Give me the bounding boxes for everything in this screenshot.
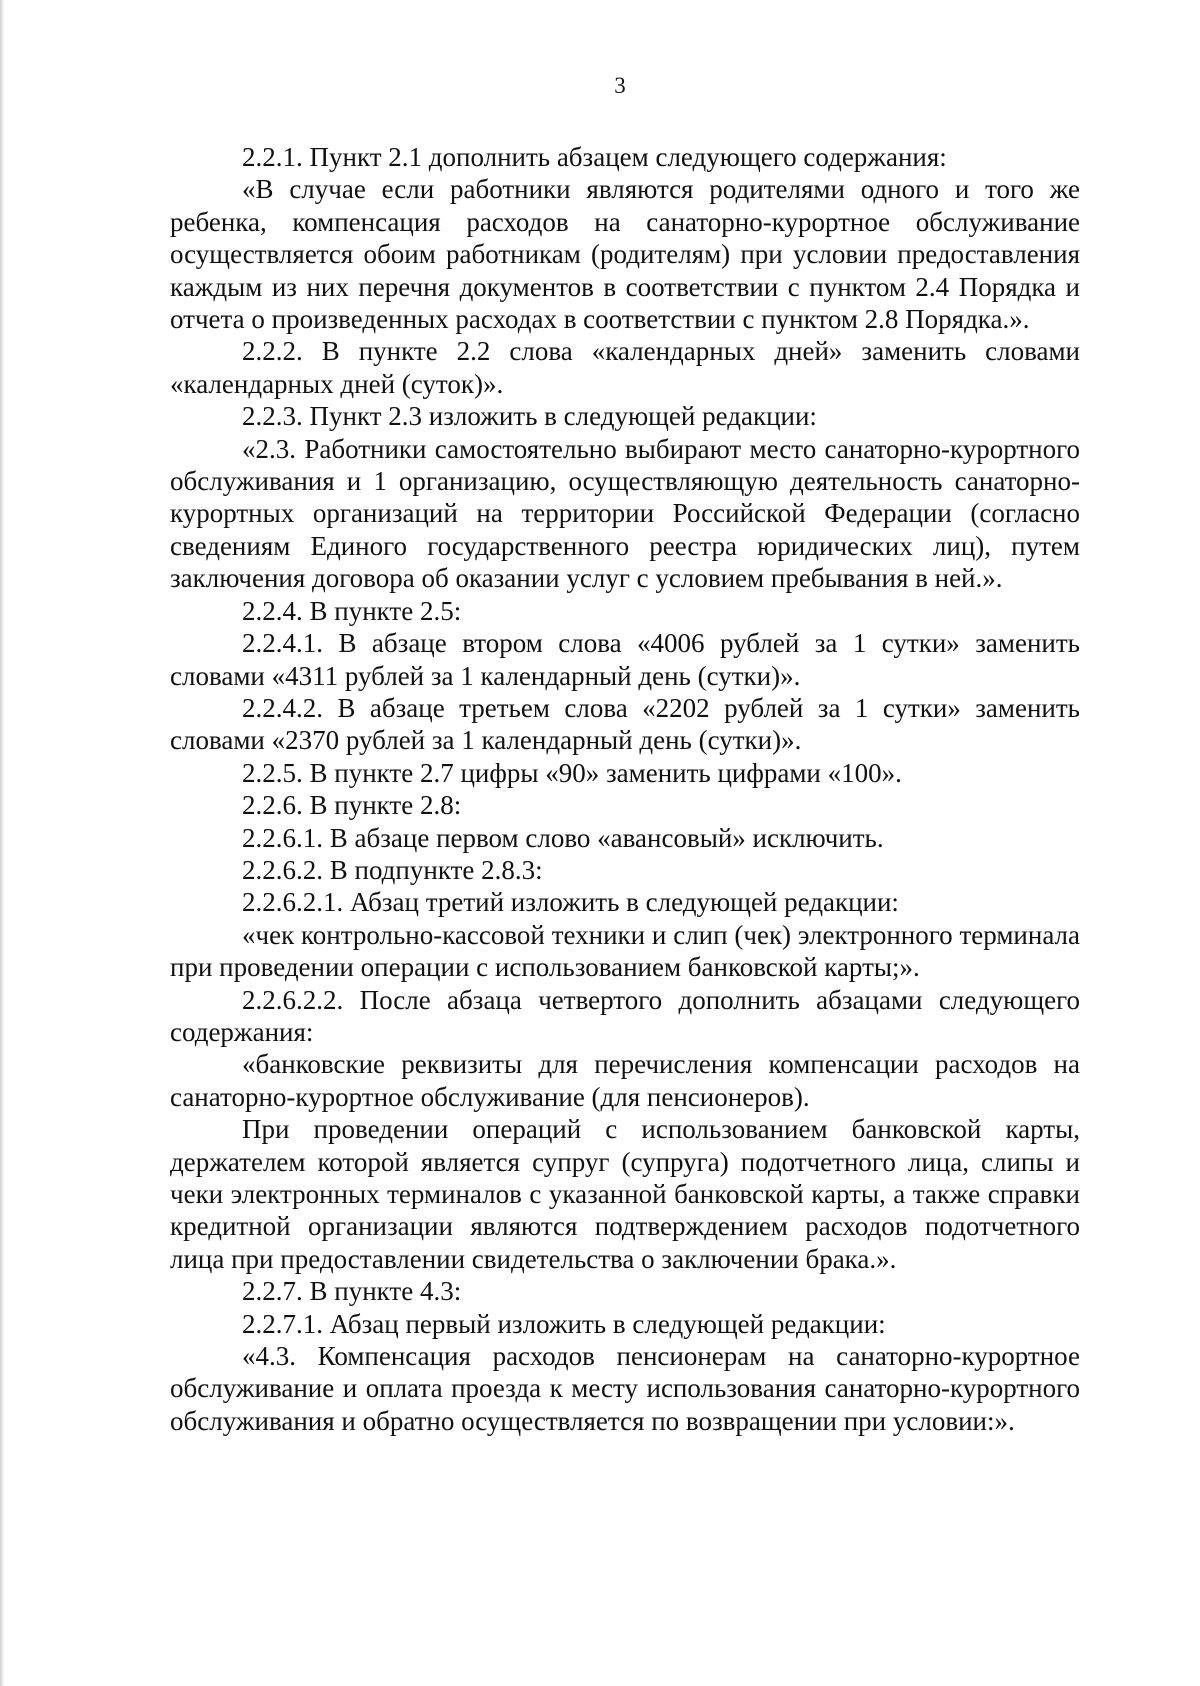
paragraph-bank-card-spouse: При проведении операций с использованием банковской карты, держателем которой является супруг (супруга) подотчетного лица, слипы и чеки электронных терминалов с указанной банковской карты, а также справки кредитной организации являются подтверждением расходов подотчетного лица при предоставлении свидетельства о заключении брака.». bbox=[170, 1114, 1080, 1274]
paragraph-2-2-4-2: 2.2.4.2. В абзаце третьем слова «2202 рублей за 1 сутки» заменить словами «2370 рублей за 1 календарный день (сутки)». bbox=[170, 692, 1080, 756]
paragraph-2-2-6-2-2: 2.2.6.2.2. После абзаца четвертого дополнить абзацами следующего содержания: bbox=[170, 984, 1080, 1047]
paragraph-quote-parents: «В случае если работники являются родителями одного и того же ребенка, компенсация расходов на санаторно-курортное обслуживание осуществляется обоим работникам (родителям) при условии предоставления каждым из них перечня документов в соответствии с пунктом 2.4 Порядка и отчета о произведенных расходах в соответствии с пунктом 2.8 Порядка.». bbox=[170, 174, 1080, 335]
paragraph-2-2-1: 2.2.1. Пункт 2.1 дополнить абзацем следующего содержания: bbox=[242, 142, 947, 172]
paragraph-2-2-7-1: 2.2.7.1. Абзац первый изложить в следующей редакции: bbox=[242, 1308, 886, 1339]
paragraph-2-2-6: 2.2.6. В пункте 2.8: bbox=[242, 790, 462, 821]
paragraph-2-2-6-2-1: 2.2.6.2.1. Абзац третий изложить в следующей редакции: bbox=[242, 887, 899, 918]
paragraph-2-2-6-2: 2.2.6.2. В подпункте 2.8.3: bbox=[242, 854, 543, 885]
paragraph-quote-2-3: «2.3. Работники самостоятельно выбирают место санаторно-курортного обслуживания и 1 организацию, осуществляющую деятельность санаторно-курортных организаций на территории Российской Федерации (согласно сведениям Единого государственного реестра юридических лиц), путем заключения договора об оказании услуг с условием пребывания в ней.». bbox=[170, 433, 1080, 594]
paragraph-quote-cheque: «чек контрольно-кассовой техники и слип (чек) электронного терминала при проведении операции с использованием банковской карты;». bbox=[170, 919, 1080, 983]
paragraph-2-2-7: 2.2.7. В пункте 4.3: bbox=[242, 1276, 462, 1307]
page-number: 3 bbox=[614, 73, 626, 98]
paragraph-quote-4-3: «4.3. Компенсация расходов пенсионерам на санаторно-курортное обслуживание и оплата проезда к месту использования санаторно-курортного обслуживания и обратно осуществляется по возвращении при условии:». bbox=[170, 1341, 1080, 1436]
scan-edge bbox=[0, 0, 5, 1686]
paragraph-2-2-6-1: 2.2.6.1. В абзаце первом слово «авансовый» исключить. bbox=[242, 822, 884, 853]
paragraph-2-2-2: 2.2.2. В пункте 2.2 слова «календарных дней» заменить словами «календарных дней (суток)». bbox=[170, 336, 1080, 399]
paragraph-2-2-4-1: 2.2.4.1. В абзаце втором слова «4006 рублей за 1 сутки» заменить словами «4311 рублей за 1 календарный день (сутки)». bbox=[170, 628, 1080, 691]
paragraph-2-2-4: 2.2.4. В пункте 2.5: bbox=[242, 595, 462, 626]
paragraph-quote-bank-details: «банковские реквизиты для перечисления компенсации расходов на санаторно-курортное обслуживание (для пенсионеров). bbox=[170, 1049, 1080, 1112]
paragraph-2-2-3: 2.2.3. Пункт 2.3 изложить в следующей редакции: bbox=[242, 401, 817, 432]
paragraph-2-2-5: 2.2.5. В пункте 2.7 цифры «90» заменить цифрами «100». bbox=[242, 757, 902, 788]
document-body bbox=[170, 141, 1080, 1437]
